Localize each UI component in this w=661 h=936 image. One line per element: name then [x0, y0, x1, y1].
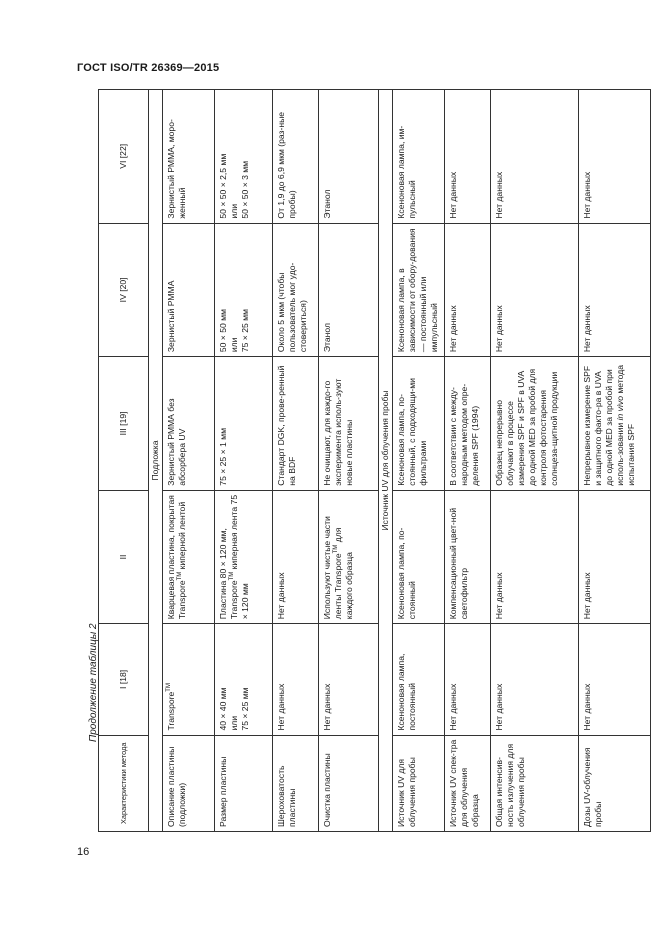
row-label: Описание пластины (подложки): [163, 735, 215, 831]
table-cell: Нет данных: [491, 90, 579, 224]
table-cell: 40 × 40 мм или 75 × 25 мм: [215, 624, 273, 735]
table-cell: Нет данных: [445, 90, 491, 224]
col-header-method-4: IV [20]: [99, 223, 149, 357]
table-cell: Нет данных: [579, 624, 651, 735]
page-number: 16: [77, 846, 90, 858]
table-cell: Нет данных: [273, 490, 319, 624]
table-caption: Продолжение таблицы 2: [88, 623, 99, 742]
row-label: Дозы UV-облучения пробы: [579, 735, 651, 831]
table-cell: 75 × 25 × 1 мм: [215, 357, 273, 491]
table-cell: Нет данных: [491, 223, 579, 357]
table-row: [163, 90, 215, 832]
table-cell: Ксеноновая лампа, постоянный: [393, 624, 445, 735]
table-cell: Нет данных: [319, 624, 379, 735]
document-header: ГОСТ ISO/TR 26369—2015: [77, 62, 220, 74]
section-title-uv-source: Источник UV для облучения пробы: [379, 90, 393, 832]
table-cell: Стандарт DGK, прове-ренный на BDF: [273, 357, 319, 491]
col-header-method-3: III [19]: [99, 357, 149, 491]
table-row: [319, 90, 379, 832]
table-cell: Используют чистые части ленты Transpore™ для каждого образца: [319, 490, 379, 624]
row-label: Очистка пластины: [319, 735, 379, 831]
table-cell: Зернистый РММА без абсорбера UV: [163, 357, 215, 491]
table-cell: Этанол: [319, 90, 379, 224]
table-cell: Нет данных: [491, 490, 579, 624]
table-cell: Пластина 80 × 120 мм, Transpore™ киперная лента 75 × 120 мм: [215, 490, 273, 624]
table-cell: Нет данных: [579, 90, 651, 224]
table-cell: 50 × 50 × 2,5 мм или 50 × 50 × 3 мм: [215, 90, 273, 224]
table-cell: 50 × 50 мм или 75 × 25 мм: [215, 223, 273, 357]
table-row: [491, 90, 579, 832]
row-label: Шероховатость пластины: [273, 735, 319, 831]
table-cell: Этанол: [319, 223, 379, 357]
table-cell: Ксеноновая лампа, по-стоянный: [393, 490, 445, 624]
table-cell: Кварцевая пластина, покрытая Transpore™ киперной лентой: [163, 490, 215, 624]
col-header-method-2: II: [99, 490, 149, 624]
table-cell: Transpore™: [163, 624, 215, 735]
col-header-characteristics: Характеристики метода: [99, 735, 149, 831]
table-cell: Около 5 мкм (чтобы пользователь мог удо-стовериться): [273, 223, 319, 357]
col-header-method-6: VI [22]: [99, 90, 149, 224]
table-cell: Не очищают, для каждо-го эксперимента исполь-зуют новые пластины: [319, 357, 379, 491]
row-label: Общая интенсив-ность излучения для облучения пробы: [491, 735, 579, 831]
table-row: [273, 90, 319, 832]
table-cell: Ксеноновая лампа, в зависимости от обору-дования — постоянный или импульсный: [393, 223, 445, 357]
table-row: [445, 90, 491, 832]
table-cell: Ксеноновая лампа, по-стоянный, с подходящи-ми фильтрами: [393, 357, 445, 491]
section-row-uv-source: [379, 90, 393, 832]
row-label: Размер пластины: [215, 735, 273, 831]
table-row: [215, 90, 273, 832]
row-label: Источник UV для облучения пробы: [393, 735, 445, 831]
table-cell: Образец непрерывно облучают в процессе измерения SPF и SPF в UVA до одной MED за пробой для контроля фотостарения солнцеза-щитной продукции: [491, 357, 579, 491]
section-row-substrate: [149, 90, 163, 832]
table-cell: В соответствии с между-народным методом опре-деления SPF (1994): [445, 357, 491, 491]
table-cell: Нет данных: [491, 624, 579, 735]
table-cell: Нет данных: [579, 223, 651, 357]
table-cell: Компенсационный цвет-ной светофильтр: [445, 490, 491, 624]
table-cell: Зернистый РММА: [163, 223, 215, 357]
table-cell: Ксеноновая лампа, им-пульсный: [393, 90, 445, 224]
table-cell: Нет данных: [445, 624, 491, 735]
table-header-row: [99, 90, 149, 832]
table-row: [393, 90, 445, 832]
table-cell: Зернистый РММА, моро-женный: [163, 90, 215, 224]
col-header-method-1: I [18]: [99, 624, 149, 735]
table-row: [579, 90, 651, 832]
section-title-substrate: Подложка: [149, 90, 163, 832]
table-cell: От 1,9 до 6,9 мкм (раз-ные пробы): [273, 90, 319, 224]
table-cell: Нет данных: [273, 624, 319, 735]
table-cell: Нет данных: [579, 490, 651, 624]
methods-table: [98, 89, 651, 832]
rotated-table-container: [98, 89, 636, 832]
table-cell: Непрерывное измерение SPF и защитного факто-ра в UVA до одной MED за пробой при исполь-зовании in vivo метода испытания SPF: [579, 357, 651, 491]
table-cell: Нет данных: [445, 223, 491, 357]
row-label: Источник UV спек-тра для облучения образца: [445, 735, 491, 831]
